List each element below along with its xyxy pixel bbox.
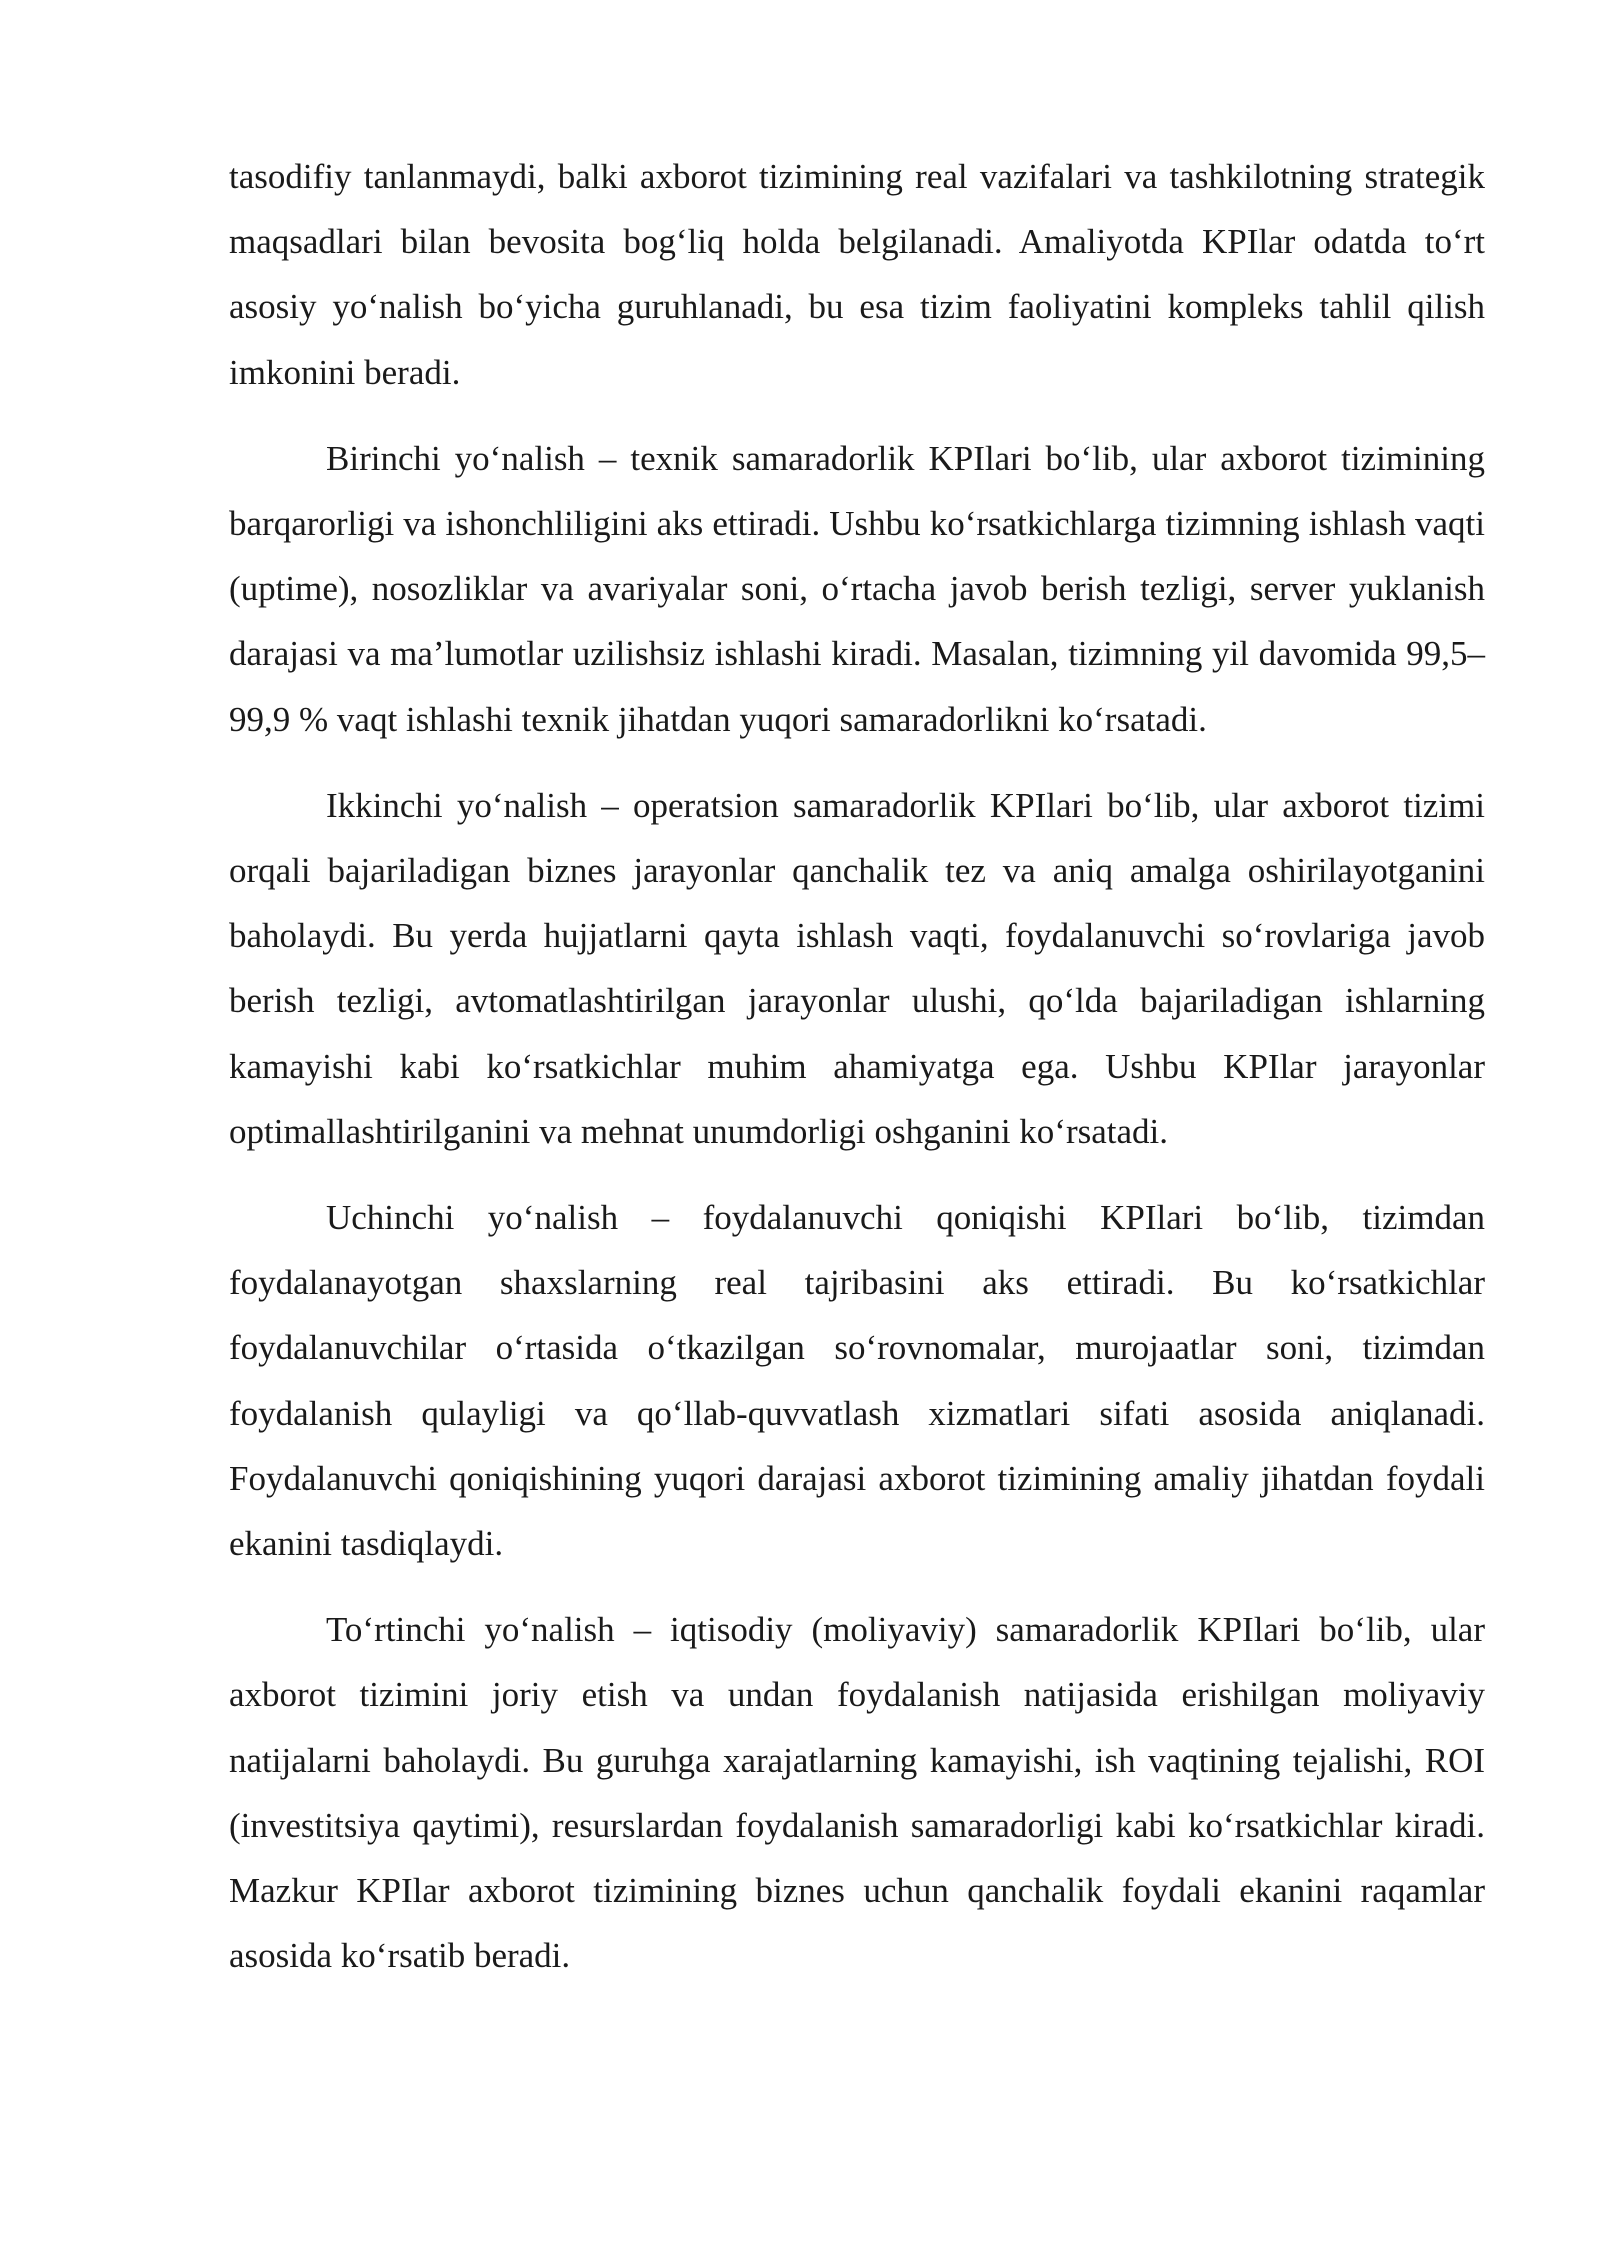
paragraph-operational-kpi: Ikkinchi yo‘nalish – operatsion samaradorlik KPIlari bo‘lib, ular axborot tizimi orqali bajariladigan biznes jarayonlar qanchalik tez va aniq amalga oshirilayotganini baholaydi. Bu yerda hujjatlarni qayta ishlash vaqti, foydalanuvchi so‘rovlariga javob berish tezligi, avtomatlashtirilgan jarayonlar ulushi, qo‘lda bajariladigan ishlarning kamayishi kabi ko‘rsatkichlar muhim ahamiyatga ega. Ushbu KPIlar jarayonlar optimallashtirilganini va mehnat unumdorligi oshganini ko‘rsatadi. [229, 785, 1485, 1151]
document-body [229, 144, 1485, 1988]
paragraph-continuation: tasodifiy tanlanmaydi, balki axborot tizimining real vazifalari va tashkilotning strategik maqsadlari bilan bevosita bog‘liq holda belgilanadi. Amaliyotda KPIlar odatda to‘rt asosiy yo‘nalish bo‘yicha guruhlanadi, bu esa tizim faoliyatini kompleks tahlil qilish imkonini beradi. [229, 157, 1485, 392]
paragraph-economic-kpi: To‘rtinchi yo‘nalish – iqtisodiy (moliyaviy) samaradorlik KPIlari bo‘lib, ular axborot tizimini joriy etish va undan foydalanish natijasida erishilgan moliyaviy natijalarni baholaydi. Bu guruhga xarajatlarning kamayishi, ish vaqtining tejalishi, ROI (investitsiya qaytimi), resurslardan foydalanish samaradorligi kabi ko‘rsatkichlar kiradi. Mazkur KPIlar axborot tizimining biznes uchun qanchalik foydali ekanini raqamlar asosida ko‘rsatib beradi. [229, 1610, 1485, 1976]
paragraph-user-satisfaction-kpi: Uchinchi yo‘nalish – foydalanuvchi qoniqishi KPIlari bo‘lib, tizimdan foydalanayotgan shaxslarning real tajribasini aks ettiradi. Bu ko‘rsatkichlar foydalanuvchilar o‘rtasida o‘tkazilgan so‘rovnomalar, murojaatlar soni, tizimdan foydalanish qulayligi va qo‘llab-quvvatlash xizmatlari sifati asosida aniqlanadi. Foydalanuvchi qoniqishining yuqori darajasi axborot tizimining amaliy jihatdan foydali ekanini tasdiqlaydi. [229, 1198, 1485, 1564]
paragraph-technical-kpi: Birinchi yo‘nalish – texnik samaradorlik KPIlari bo‘lib, ular axborot tizimining barqarorligi va ishonchliligini aks ettiradi. Ushbu ko‘rsatkichlarga tizimning ishlash vaqti (uptime), nosozliklar va avariyalar soni, o‘rtacha javob berish tezligi, server yuklanish darajasi va ma’lumotlar uzilishsiz ishlashi kiradi. Masalan, tizimning yil davomida 99,5–99,9 % vaqt ishlashi texnik jihatdan yuqori samaradorlikni ko‘rsatadi. [229, 438, 1485, 739]
